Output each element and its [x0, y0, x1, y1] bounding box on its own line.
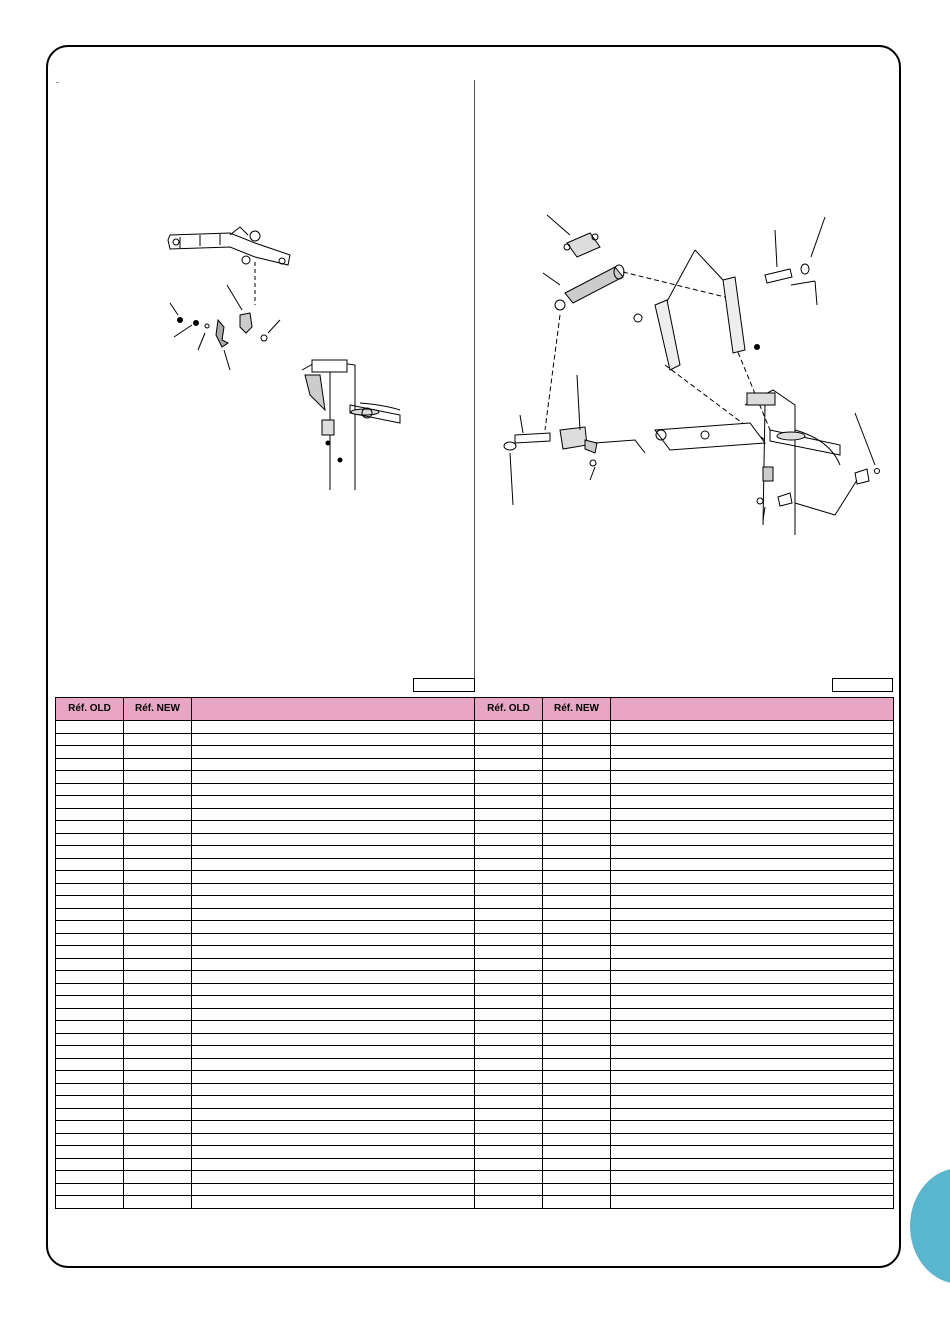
table-row — [56, 733, 894, 746]
table-cell — [475, 1171, 543, 1184]
table-cell — [192, 1133, 475, 1146]
table-cell — [192, 1071, 475, 1084]
table-cell — [56, 921, 124, 934]
table-cell — [611, 933, 894, 946]
table-row — [56, 858, 894, 871]
table-cell — [543, 871, 611, 884]
table-cell — [124, 796, 192, 809]
table-cell — [611, 921, 894, 934]
table-cell — [611, 983, 894, 996]
table-cell — [192, 946, 475, 959]
table-cell — [475, 758, 543, 771]
table-cell — [475, 933, 543, 946]
table-cell — [543, 1171, 611, 1184]
table-row — [56, 821, 894, 834]
table-cell — [192, 758, 475, 771]
table-cell — [192, 858, 475, 871]
table-row — [56, 771, 894, 784]
table-cell — [192, 1171, 475, 1184]
table-cell — [611, 958, 894, 971]
table-cell — [543, 1133, 611, 1146]
table-cell — [611, 946, 894, 959]
table-cell — [475, 771, 543, 784]
table-cell — [475, 1008, 543, 1021]
table-cell — [192, 896, 475, 909]
table-cell — [611, 808, 894, 821]
table-row — [56, 996, 894, 1009]
table-cell — [611, 721, 894, 734]
table-cell — [475, 983, 543, 996]
table-cell — [475, 808, 543, 821]
table-cell — [475, 1033, 543, 1046]
right-figure-ref-box — [832, 678, 893, 692]
table-cell — [543, 1146, 611, 1159]
table-cell — [611, 1008, 894, 1021]
table-header-row — [56, 698, 894, 721]
col-ref-old-right: Réf. OLD — [475, 698, 543, 721]
table-cell — [475, 1108, 543, 1121]
table-cell — [611, 758, 894, 771]
table-cell — [124, 1008, 192, 1021]
col-ref-new-right: Réf. NEW — [543, 698, 611, 721]
table-cell — [124, 1046, 192, 1059]
table-row — [56, 1033, 894, 1046]
table-cell — [611, 1133, 894, 1146]
table-cell — [192, 1008, 475, 1021]
table-cell — [611, 1021, 894, 1034]
table-cell — [611, 1183, 894, 1196]
table-cell — [475, 1133, 543, 1146]
table-cell — [611, 1033, 894, 1046]
table-row — [56, 908, 894, 921]
table-cell — [192, 1196, 475, 1209]
table-row — [56, 783, 894, 796]
table-cell — [56, 1096, 124, 1109]
table-cell — [611, 858, 894, 871]
table-row — [56, 933, 894, 946]
table-cell — [192, 871, 475, 884]
table-cell — [475, 1046, 543, 1059]
table-cell — [124, 846, 192, 859]
table-cell — [124, 1033, 192, 1046]
table-cell — [475, 721, 543, 734]
table-cell — [56, 821, 124, 834]
table-row — [56, 1121, 894, 1134]
table-cell — [475, 833, 543, 846]
table-cell — [611, 871, 894, 884]
table-cell — [543, 746, 611, 759]
table-cell — [124, 721, 192, 734]
table-row — [56, 896, 894, 909]
table-row — [56, 1046, 894, 1059]
table-cell — [475, 733, 543, 746]
table-cell — [56, 1021, 124, 1034]
table-cell — [56, 746, 124, 759]
table-cell — [611, 771, 894, 784]
table-cell — [611, 1121, 894, 1134]
table-cell — [543, 1108, 611, 1121]
table-cell — [56, 1158, 124, 1171]
col-description-left — [192, 698, 475, 721]
table-cell — [611, 846, 894, 859]
table-cell — [56, 721, 124, 734]
table-cell — [56, 871, 124, 884]
table-cell — [124, 871, 192, 884]
table-cell — [543, 1046, 611, 1059]
table-cell — [124, 821, 192, 834]
table-cell — [475, 1083, 543, 1096]
table-cell — [192, 983, 475, 996]
table-cell — [124, 858, 192, 871]
table-cell — [543, 858, 611, 871]
table-cell — [611, 733, 894, 746]
table-cell — [611, 1058, 894, 1071]
table-cell — [543, 921, 611, 934]
col-ref-new-left: Réf. NEW — [124, 698, 192, 721]
table-row — [56, 1108, 894, 1121]
table-cell — [611, 1158, 894, 1171]
table-cell — [611, 796, 894, 809]
table-cell — [124, 1133, 192, 1146]
table-cell — [475, 896, 543, 909]
table-row — [56, 1083, 894, 1096]
table-cell — [56, 1196, 124, 1209]
left-figure-ref-box — [413, 678, 475, 692]
table-cell — [543, 958, 611, 971]
table-cell — [192, 1083, 475, 1096]
page-tab — [910, 1168, 950, 1284]
table-cell — [192, 771, 475, 784]
table-row — [56, 1021, 894, 1034]
table-cell — [124, 996, 192, 1009]
table-cell — [192, 808, 475, 821]
table-cell — [56, 908, 124, 921]
table-cell — [124, 883, 192, 896]
table-cell — [543, 933, 611, 946]
table-cell — [192, 1146, 475, 1159]
table-cell — [543, 1196, 611, 1209]
table-row — [56, 1196, 894, 1209]
table-cell — [543, 996, 611, 1009]
col-ref-old-left: Réf. OLD — [56, 698, 124, 721]
table-cell — [192, 1033, 475, 1046]
table-row — [56, 1096, 894, 1109]
table-cell — [543, 946, 611, 959]
table-cell — [192, 971, 475, 984]
table-cell — [475, 1196, 543, 1209]
table-cell — [56, 1083, 124, 1096]
table-row — [56, 1008, 894, 1021]
table-cell — [475, 846, 543, 859]
table-cell — [56, 1008, 124, 1021]
table-row — [56, 721, 894, 734]
table-cell — [543, 1071, 611, 1084]
table-row — [56, 1133, 894, 1146]
table-cell — [56, 1121, 124, 1134]
table-cell — [543, 883, 611, 896]
table-cell — [124, 758, 192, 771]
table-cell — [56, 733, 124, 746]
table-cell — [475, 1071, 543, 1084]
table-cell — [192, 1183, 475, 1196]
parts-table — [55, 697, 894, 1209]
table-cell — [124, 1096, 192, 1109]
table-cell — [192, 1021, 475, 1034]
table-cell — [56, 833, 124, 846]
table-cell — [543, 808, 611, 821]
table-cell — [56, 858, 124, 871]
table-cell — [543, 758, 611, 771]
table-cell — [475, 958, 543, 971]
table-cell — [475, 746, 543, 759]
table-row — [56, 871, 894, 884]
table-row — [56, 746, 894, 759]
table-cell — [611, 1071, 894, 1084]
table-cell — [611, 1108, 894, 1121]
table-cell — [475, 1146, 543, 1159]
table-cell — [543, 971, 611, 984]
table-cell — [124, 808, 192, 821]
table-cell — [124, 1108, 192, 1121]
table-row — [56, 983, 894, 996]
table-cell — [475, 1158, 543, 1171]
table-cell — [543, 1121, 611, 1134]
table-row — [56, 921, 894, 934]
table-cell — [543, 733, 611, 746]
table-cell — [56, 758, 124, 771]
table-cell — [192, 746, 475, 759]
table-cell — [611, 1146, 894, 1159]
table-cell — [475, 1183, 543, 1196]
table-cell — [124, 896, 192, 909]
table-cell — [124, 1121, 192, 1134]
table-cell — [543, 1083, 611, 1096]
table-row — [56, 1183, 894, 1196]
table-row — [56, 1146, 894, 1159]
table-cell — [475, 858, 543, 871]
table-cell — [124, 1183, 192, 1196]
table-cell — [611, 1096, 894, 1109]
table-cell — [56, 983, 124, 996]
table-cell — [611, 1083, 894, 1096]
table-cell — [192, 1121, 475, 1134]
table-cell — [192, 1158, 475, 1171]
table-row — [56, 883, 894, 896]
table-row — [56, 846, 894, 859]
table-cell — [611, 896, 894, 909]
table-row — [56, 833, 894, 846]
table-row — [56, 946, 894, 959]
table-cell — [475, 871, 543, 884]
table-cell — [611, 821, 894, 834]
table-cell — [124, 971, 192, 984]
table-cell — [124, 958, 192, 971]
table-cell — [543, 983, 611, 996]
table-cell — [475, 883, 543, 896]
table-cell — [192, 996, 475, 1009]
table-cell — [56, 971, 124, 984]
table-cell — [192, 721, 475, 734]
table-cell — [56, 896, 124, 909]
table-cell — [56, 1033, 124, 1046]
table-cell — [475, 821, 543, 834]
table-cell — [543, 771, 611, 784]
table-cell — [543, 1033, 611, 1046]
table-cell — [124, 921, 192, 934]
table-row — [56, 958, 894, 971]
table-cell — [543, 833, 611, 846]
table-cell — [475, 996, 543, 1009]
table-cell — [475, 1121, 543, 1134]
table-row — [56, 796, 894, 809]
table-cell — [543, 1058, 611, 1071]
table-cell — [192, 883, 475, 896]
table-cell — [56, 883, 124, 896]
table-cell — [543, 796, 611, 809]
table-cell — [124, 983, 192, 996]
table-cell — [192, 1058, 475, 1071]
table-cell — [611, 1046, 894, 1059]
table-cell — [124, 908, 192, 921]
table-cell — [475, 1021, 543, 1034]
table-cell — [124, 1083, 192, 1096]
table-cell — [56, 933, 124, 946]
table-row — [56, 1058, 894, 1071]
table-cell — [475, 1096, 543, 1109]
table-cell — [124, 1146, 192, 1159]
col-description-right — [611, 698, 894, 721]
table-cell — [124, 1021, 192, 1034]
table-cell — [192, 821, 475, 834]
registration-mark — [56, 82, 59, 83]
table-row — [56, 1171, 894, 1184]
table-cell — [56, 1058, 124, 1071]
table-cell — [56, 783, 124, 796]
table-row — [56, 971, 894, 984]
table-cell — [611, 1171, 894, 1184]
table-cell — [56, 771, 124, 784]
table-cell — [124, 833, 192, 846]
table-cell — [56, 1108, 124, 1121]
table-cell — [543, 783, 611, 796]
table-cell — [192, 833, 475, 846]
table-cell — [192, 1108, 475, 1121]
table-cell — [192, 1046, 475, 1059]
table-cell — [611, 883, 894, 896]
table-cell — [611, 996, 894, 1009]
table-cell — [124, 746, 192, 759]
table-cell — [56, 996, 124, 1009]
table-cell — [543, 846, 611, 859]
table-cell — [543, 1183, 611, 1196]
table-cell — [56, 1183, 124, 1196]
table-cell — [611, 746, 894, 759]
table-cell — [543, 1008, 611, 1021]
table-cell — [475, 921, 543, 934]
table-cell — [475, 908, 543, 921]
table-cell — [56, 796, 124, 809]
table-cell — [56, 1171, 124, 1184]
table-cell — [56, 958, 124, 971]
table-cell — [475, 783, 543, 796]
table-cell — [192, 846, 475, 859]
table-cell — [124, 946, 192, 959]
table-cell — [192, 958, 475, 971]
left-exploded-diagram — [160, 215, 420, 495]
table-row — [56, 1071, 894, 1084]
table-cell — [475, 796, 543, 809]
table-cell — [611, 971, 894, 984]
table-cell — [124, 1171, 192, 1184]
table-cell — [124, 783, 192, 796]
table-cell — [611, 908, 894, 921]
table-row — [56, 1158, 894, 1171]
table-cell — [611, 783, 894, 796]
table-row — [56, 808, 894, 821]
table-cell — [56, 946, 124, 959]
table-cell — [124, 1058, 192, 1071]
table-cell — [543, 721, 611, 734]
table-cell — [543, 821, 611, 834]
table-cell — [192, 1096, 475, 1109]
table-cell — [543, 1021, 611, 1034]
table-cell — [56, 808, 124, 821]
table-cell — [543, 1158, 611, 1171]
table-cell — [192, 783, 475, 796]
table-cell — [192, 796, 475, 809]
table-cell — [124, 1158, 192, 1171]
table-cell — [543, 896, 611, 909]
table-cell — [124, 933, 192, 946]
table-cell — [192, 733, 475, 746]
table-cell — [124, 771, 192, 784]
table-cell — [124, 1196, 192, 1209]
table-cell — [124, 733, 192, 746]
table-cell — [475, 1058, 543, 1071]
table-cell — [475, 946, 543, 959]
table-cell — [192, 908, 475, 921]
table-cell — [56, 1133, 124, 1146]
panel-divider — [474, 80, 475, 692]
table-cell — [56, 1071, 124, 1084]
table-cell — [192, 933, 475, 946]
table-cell — [611, 1196, 894, 1209]
table-cell — [56, 846, 124, 859]
table-cell — [56, 1046, 124, 1059]
table-row — [56, 758, 894, 771]
table-cell — [611, 833, 894, 846]
table-cell — [543, 908, 611, 921]
table-cell — [192, 921, 475, 934]
table-cell — [56, 1146, 124, 1159]
table-cell — [124, 1071, 192, 1084]
table-cell — [475, 971, 543, 984]
table-cell — [543, 1096, 611, 1109]
right-exploded-diagram — [495, 205, 890, 535]
